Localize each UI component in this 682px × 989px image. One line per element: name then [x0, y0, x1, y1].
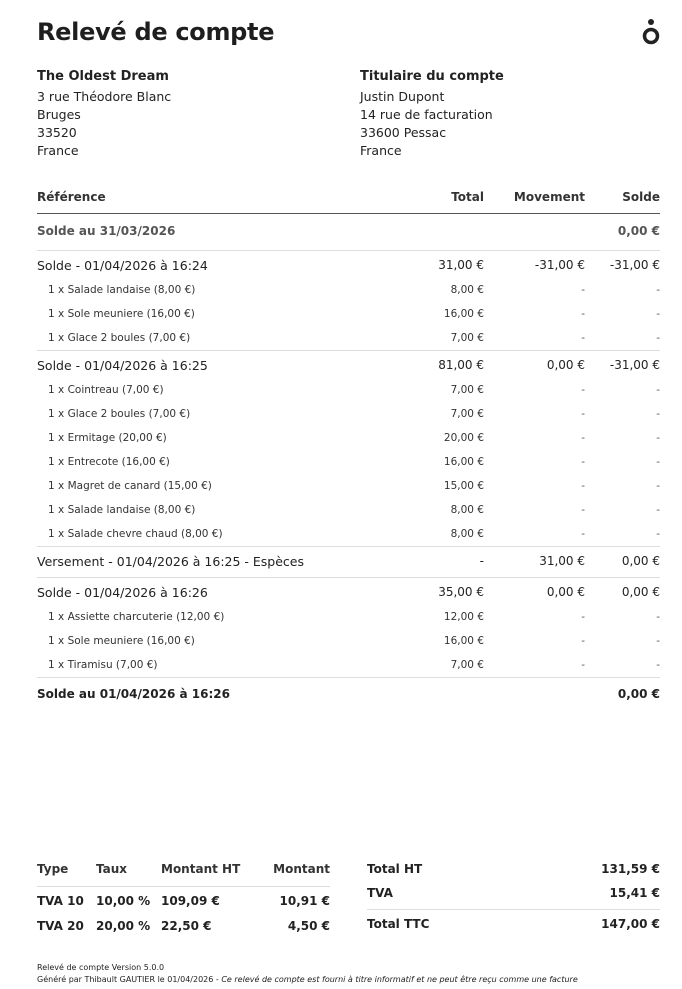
total-ttc-label: Total TTC	[367, 917, 430, 931]
line-item-movement: -	[581, 659, 585, 671]
line-item-movement: -	[581, 384, 585, 396]
line-item-movement: -	[581, 308, 585, 320]
line-item-balance: -	[656, 635, 660, 647]
line-item-label: 1 x Cointreau (7,00 €)	[48, 384, 164, 396]
holder-street: 14 rue de facturation	[360, 107, 493, 122]
entry-balance: -31,00 €	[609, 358, 660, 372]
entry-movement: 31,00 €	[539, 554, 585, 568]
seller-country: France	[37, 143, 79, 158]
entry-label: Solde - 01/04/2026 à 16:24	[37, 258, 208, 273]
vat-type: TVA 20	[37, 919, 84, 933]
line-item-label: 1 x Sole meuniere (16,00 €)	[48, 308, 195, 320]
line-item-total: 7,00 €	[450, 408, 484, 420]
vat-rate: 10,00 %	[96, 894, 151, 908]
line-item-balance: -	[656, 332, 660, 344]
holder-heading: Titulaire du compte	[360, 69, 504, 84]
page-title: Relevé de compte	[37, 18, 275, 46]
brand-logo-icon	[640, 18, 664, 46]
line-item-movement: -	[581, 611, 585, 623]
entry-movement: -31,00 €	[534, 258, 585, 272]
opening-balance-value: 0,00 €	[617, 224, 660, 238]
row-divider	[37, 577, 660, 578]
total-ttc-row	[367, 917, 660, 935]
line-item-total: 15,00 €	[443, 480, 484, 492]
footer	[37, 962, 578, 986]
footer-version: Relevé de compte Version 5.0.0	[37, 963, 165, 972]
line-item-total: 12,00 €	[443, 611, 484, 623]
entry-movement: 0,00 €	[546, 358, 585, 372]
entry-label: Solde - 01/04/2026 à 16:25	[37, 358, 208, 373]
line-item-total: 16,00 €	[443, 635, 484, 647]
line-item-label: 1 x Assiette charcuterie (12,00 €)	[48, 611, 225, 623]
line-item-balance: -	[656, 611, 660, 623]
line-item-label: 1 x Tiramisu (7,00 €)	[48, 659, 158, 671]
line-item-label: 1 x Magret de canard (15,00 €)	[48, 480, 212, 492]
vat-type: TVA 10	[37, 894, 84, 908]
entry-movement: 0,00 €	[546, 585, 585, 599]
line-item-label: 1 x Salade chevre chaud (8,00 €)	[48, 528, 223, 540]
line-item-total: 16,00 €	[443, 308, 484, 320]
total-tva-row	[367, 886, 660, 904]
seller-address	[37, 68, 337, 160]
line-item-label: 1 x Salade landaise (8,00 €)	[48, 504, 196, 516]
total-ht-row	[367, 862, 660, 880]
line-item-label: 1 x Salade landaise (8,00 €)	[48, 284, 196, 296]
entry-balance: 0,00 €	[621, 585, 660, 599]
footer-note: Ce relevé de compte est fourni à titre informatif et ne peut être reçu comme une facture	[221, 975, 578, 984]
footer-generated-line	[37, 974, 578, 986]
line-item-total: 16,00 €	[443, 456, 484, 468]
row-divider	[37, 677, 660, 678]
seller-street: 3 rue Théodore Blanc	[37, 89, 172, 104]
vat-row	[37, 894, 330, 912]
line-item-total: 8,00 €	[450, 284, 484, 296]
entry-balance: -31,00 €	[609, 258, 660, 272]
line-item-movement: -	[581, 284, 585, 296]
holder-country: France	[360, 143, 402, 158]
opening-balance-label: Solde au 31/03/2026	[37, 224, 176, 238]
vat-header-net: Montant HT	[161, 862, 241, 876]
line-item-balance: -	[656, 480, 660, 492]
totals-divider	[367, 909, 660, 910]
line-item-total: 7,00 €	[450, 332, 484, 344]
total-ht-value: 131,59 €	[601, 862, 660, 876]
entry-label: Versement - 01/04/2026 à 16:25 - Espèces	[37, 554, 305, 569]
line-item-movement: -	[581, 504, 585, 516]
row-divider	[37, 546, 660, 547]
line-item-total: 8,00 €	[450, 504, 484, 516]
header-reference: Référence	[37, 190, 106, 204]
line-item-total: 7,00 €	[450, 659, 484, 671]
entry-total: 81,00 €	[438, 358, 484, 372]
line-item-movement: -	[581, 456, 585, 468]
header-total: Total	[451, 190, 484, 204]
line-item-movement: -	[581, 408, 585, 420]
line-item-balance: -	[656, 384, 660, 396]
line-item-movement: -	[581, 332, 585, 344]
line-item-total: 7,00 €	[450, 384, 484, 396]
header-movement: Movement	[513, 190, 585, 204]
closing-balance-label: Solde au 01/04/2026 à 16:26	[37, 687, 230, 701]
line-item-balance: -	[656, 432, 660, 444]
holder-name: Justin Dupont	[360, 89, 445, 104]
line-item-label: 1 x Glace 2 boules (7,00 €)	[48, 332, 191, 344]
entry-total: -	[479, 554, 484, 568]
line-item-total: 8,00 €	[450, 528, 484, 540]
closing-balance-value: 0,00 €	[617, 687, 660, 701]
line-item-movement: -	[581, 480, 585, 492]
line-item-balance: -	[656, 504, 660, 516]
entry-total: 31,00 €	[438, 258, 484, 272]
total-ht-label: Total HT	[367, 862, 423, 876]
line-item-label: 1 x Ermitage (20,00 €)	[48, 432, 167, 444]
vat-header-amount: Montant	[273, 862, 330, 876]
line-item-balance: -	[656, 659, 660, 671]
vat-net: 22,50 €	[161, 919, 212, 933]
seller-city: Bruges	[37, 107, 81, 122]
vat-net: 109,09 €	[161, 894, 220, 908]
line-item-balance: -	[656, 456, 660, 468]
line-item-balance: -	[656, 408, 660, 420]
line-item-balance: -	[656, 308, 660, 320]
line-item-total: 20,00 €	[443, 432, 484, 444]
holder-address	[360, 68, 660, 160]
entry-total: 35,00 €	[438, 585, 484, 599]
entry-balance: 0,00 €	[621, 554, 660, 568]
line-item-movement: -	[581, 528, 585, 540]
vat-header-type: Type	[37, 862, 69, 876]
vat-amount: 4,50 €	[287, 919, 330, 933]
header-divider	[37, 213, 660, 214]
seller-postcode: 33520	[37, 125, 77, 140]
total-tva-value: 15,41 €	[609, 886, 660, 900]
line-item-balance: -	[656, 284, 660, 296]
vat-amount: 10,91 €	[279, 894, 330, 908]
line-item-label: 1 x Entrecote (16,00 €)	[48, 456, 170, 468]
line-item-label: 1 x Glace 2 boules (7,00 €)	[48, 408, 191, 420]
footer-generated: Généré par Thibault GAUTIER le 01/04/2026 -	[37, 975, 222, 984]
line-item-label: 1 x Sole meuniere (16,00 €)	[48, 635, 195, 647]
vat-row	[37, 919, 330, 937]
line-item-balance: -	[656, 528, 660, 540]
total-tva-label: TVA	[367, 886, 393, 900]
line-item-movement: -	[581, 432, 585, 444]
vat-rate: 20,00 %	[96, 919, 151, 933]
total-ttc-value: 147,00 €	[601, 917, 660, 931]
entry-label: Solde - 01/04/2026 à 16:26	[37, 585, 208, 600]
seller-name: The Oldest Dream	[37, 69, 169, 84]
header-balance: Solde	[622, 190, 660, 204]
vat-header	[37, 862, 330, 880]
row-divider	[37, 350, 660, 351]
holder-city: 33600 Pessac	[360, 125, 447, 140]
row-divider	[37, 250, 660, 251]
vat-header-rate: Taux	[96, 862, 128, 876]
vat-divider	[37, 886, 330, 887]
line-item-movement: -	[581, 635, 585, 647]
